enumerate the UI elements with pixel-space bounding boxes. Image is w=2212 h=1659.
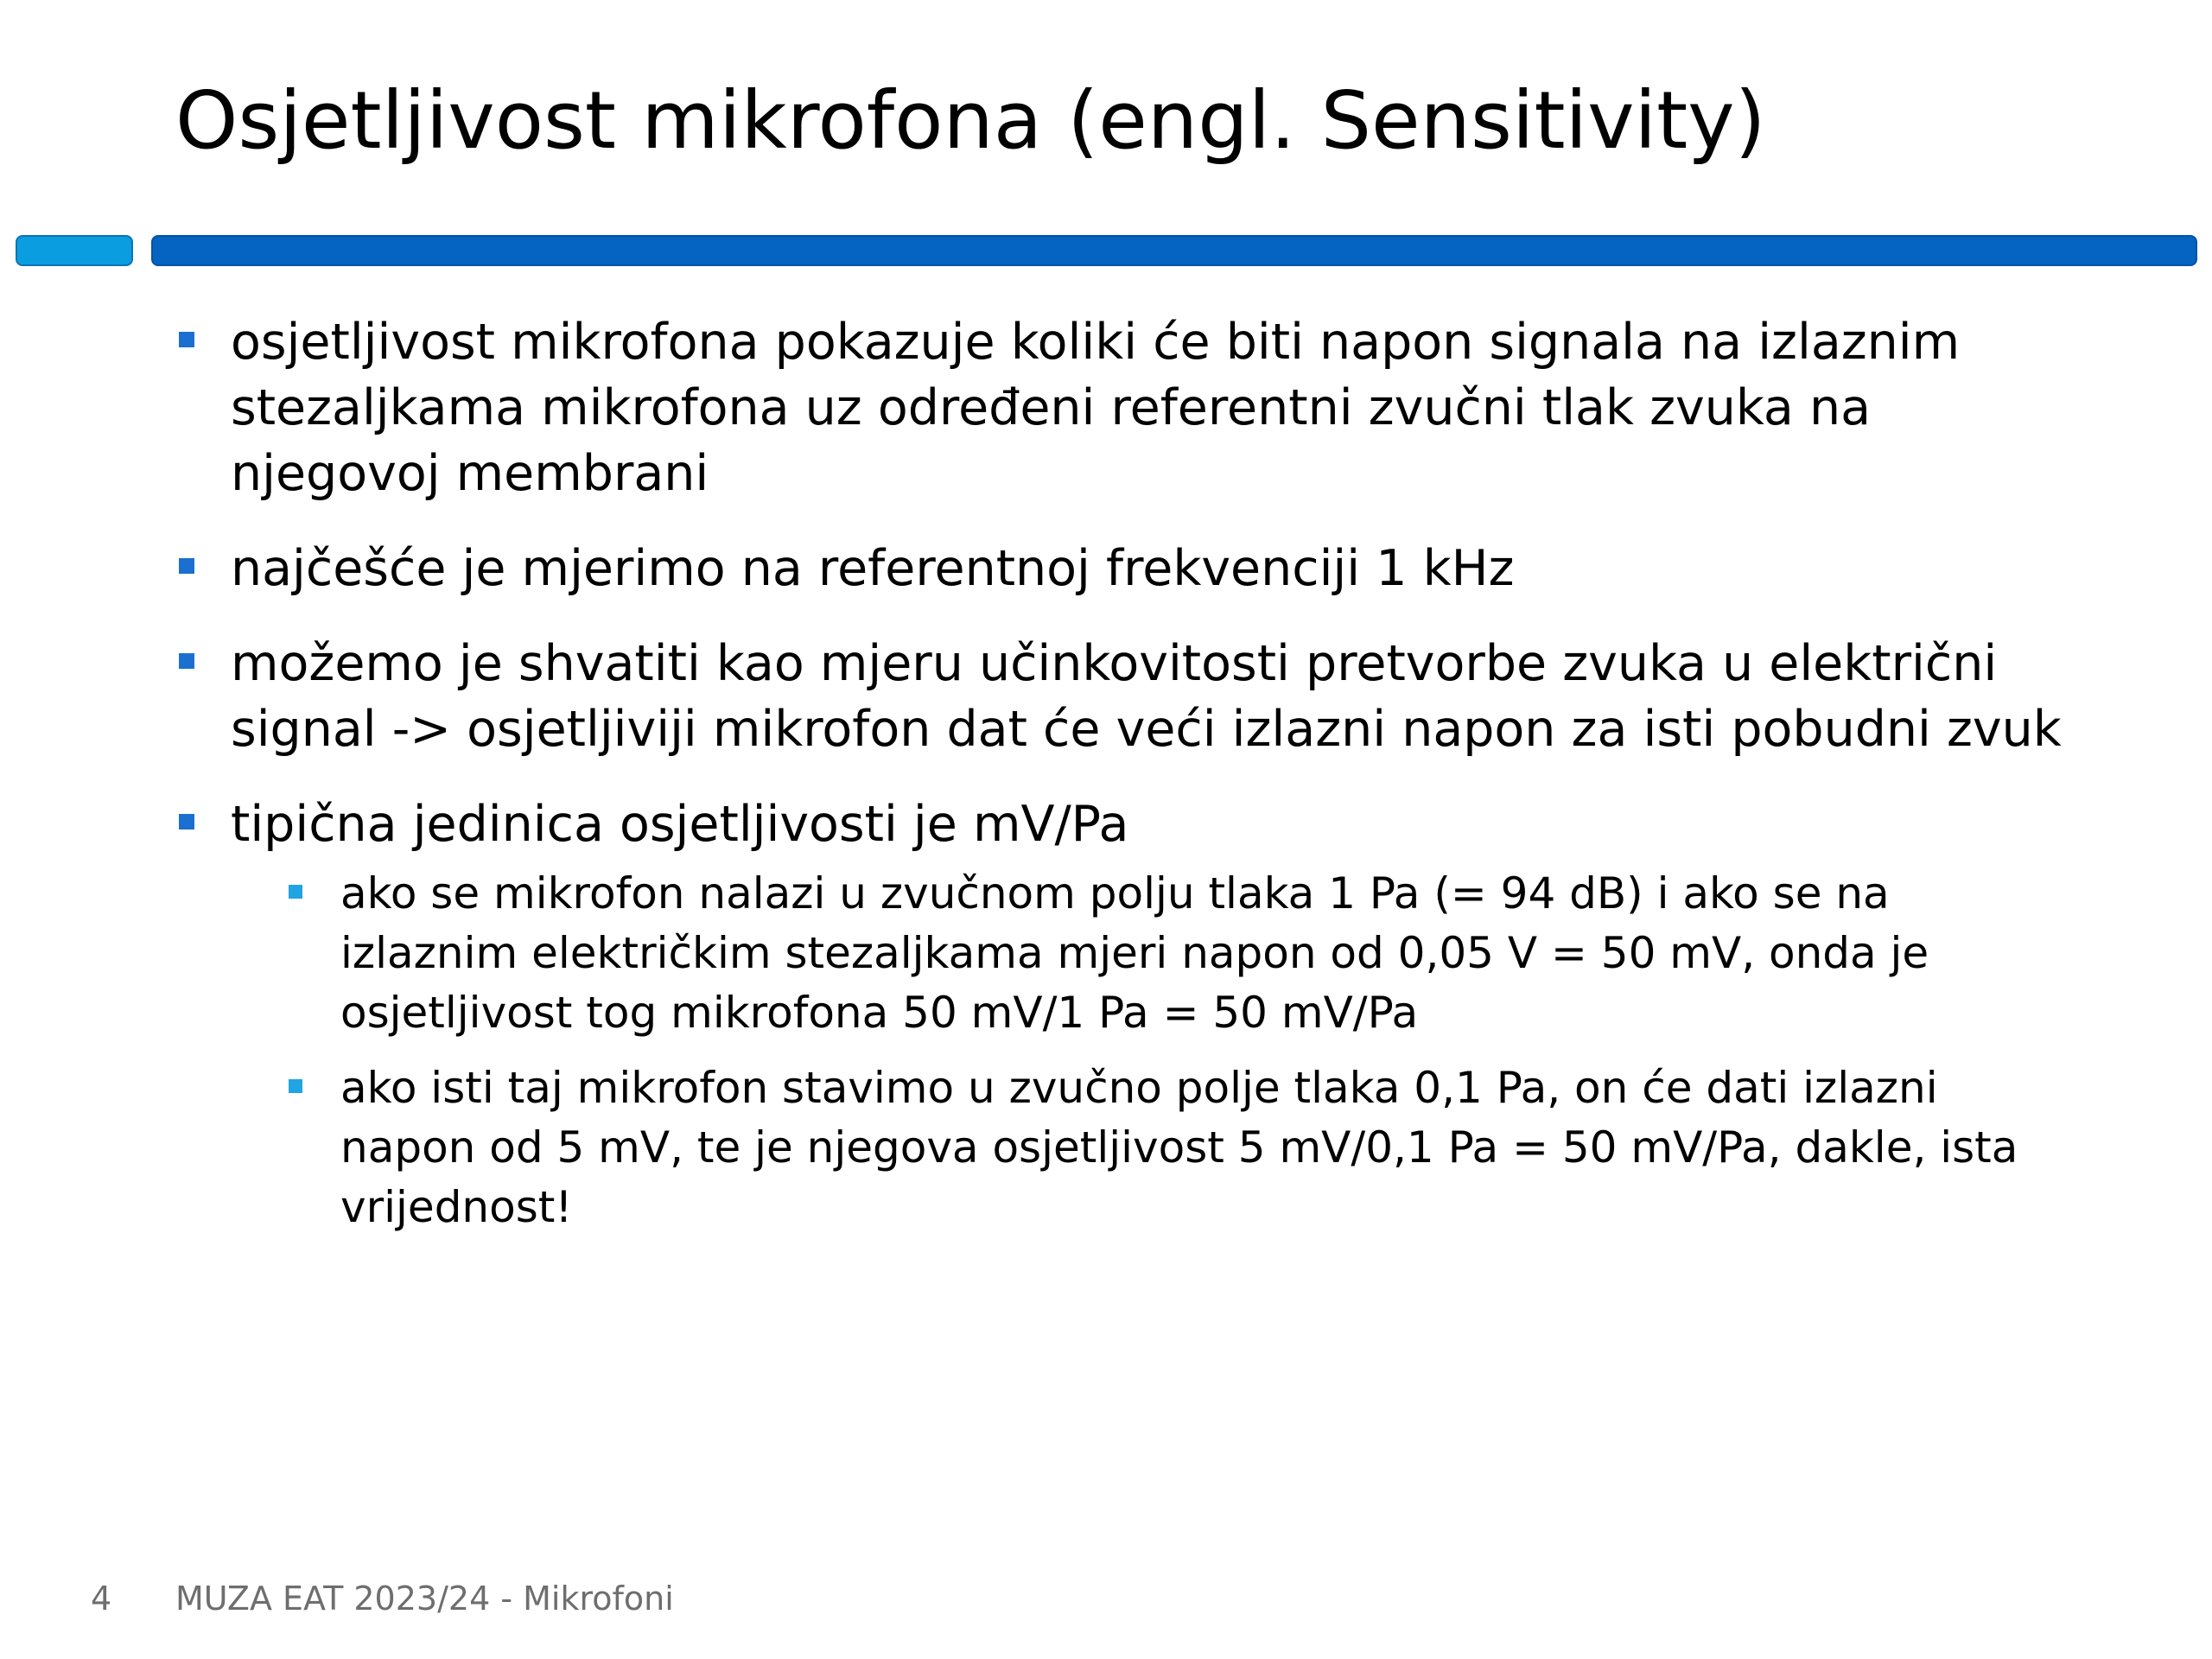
sub-bullet-item bbox=[286, 1058, 2076, 1237]
square-bullet-icon bbox=[289, 1079, 302, 1093]
bullet-item bbox=[175, 536, 2076, 601]
sub-bullet-list bbox=[286, 864, 2076, 1237]
title-accent-bar-short bbox=[16, 235, 133, 266]
slide-title: Osjetljivost mikrofona (engl. Sensitivity) bbox=[175, 74, 1766, 167]
page-number: 4 bbox=[91, 1580, 112, 1618]
sub-bullet-text: ako se mikrofon nalazi u zvučnom polju tlaka 1 Pa (= 94 dB) i ako se na izlaznim električkim stezaljkama mjeri napon od 0,05 V = 50 mV, onda je osjetljivost tog mikrofona 50 mV/1 Pa = 50 mV/Pa bbox=[340, 868, 1929, 1038]
bullet-text: možemo je shvatiti kao mjeru učinkovitosti pretvorbe zvuka u električni signal -> osjetljiviji mikrofon dat će veći izlazni napon za isti pobudni zvuk bbox=[231, 635, 2062, 758]
bullet-item bbox=[175, 631, 2076, 762]
slide-content bbox=[175, 309, 2076, 1267]
bullet-item bbox=[175, 791, 2076, 1237]
square-bullet-icon bbox=[179, 653, 194, 669]
slide-footer bbox=[0, 1573, 2212, 1624]
footer-course-label: MUZA EAT 2023/24 - Mikrofoni bbox=[175, 1580, 674, 1618]
bullet-text: osjetljivost mikrofona pokazuje koliki će biti napon signala na izlaznim stezaljkama mikrofona uz određeni referentni zvučni tlak zvuka na njegovoj membrani bbox=[231, 314, 1961, 502]
bullet-text: tipična jedinica osjetljivosti je mV/Pa bbox=[231, 796, 1129, 853]
bullet-item bbox=[175, 309, 2076, 506]
sub-bullet-text: ako isti taj mikrofon stavimo u zvučno polje tlaka 0,1 Pa, on će dati izlazni napon od 5 mV, te je njegova osjetljivost 5 mV/0,1 Pa = 50 mV/Pa, dakle, ista vrijednost! bbox=[340, 1063, 2018, 1232]
sub-bullet-item bbox=[286, 864, 2076, 1043]
title-accent-bar-long bbox=[151, 235, 2197, 266]
square-bullet-icon bbox=[179, 814, 194, 830]
square-bullet-icon bbox=[289, 885, 302, 899]
bullet-text: najčešće je mjerimo na referentnoj frekvenciji 1 kHz bbox=[231, 540, 1515, 597]
square-bullet-icon bbox=[179, 558, 194, 574]
square-bullet-icon bbox=[179, 332, 194, 347]
